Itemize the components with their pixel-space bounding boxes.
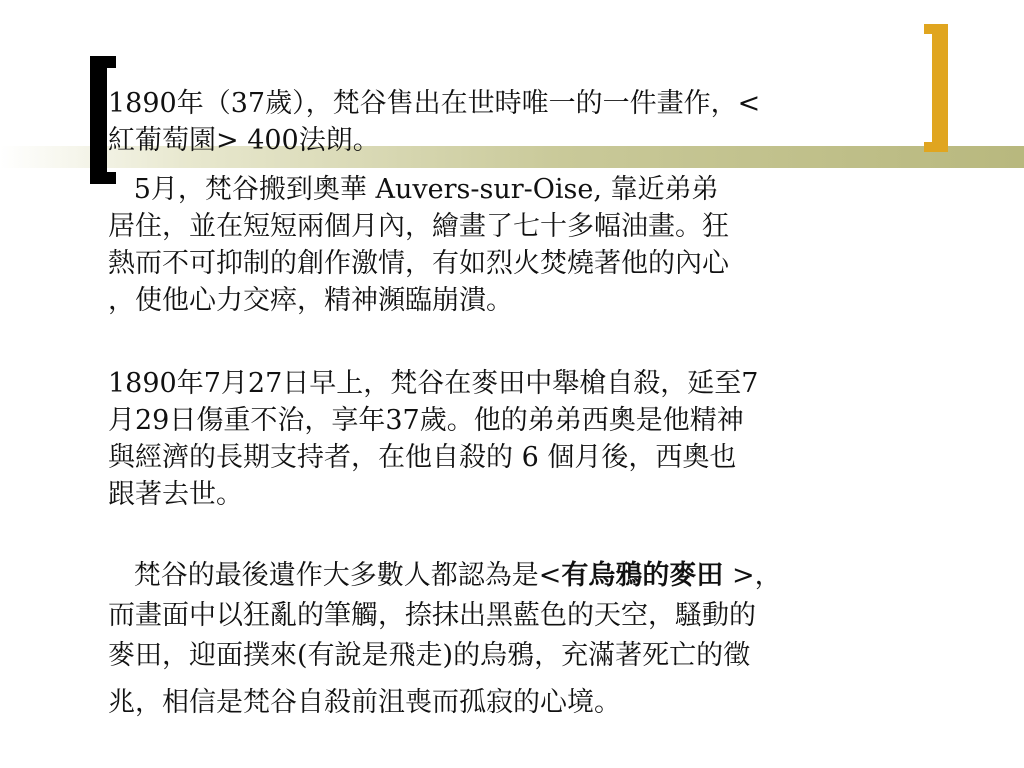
left-bracket-top bbox=[90, 56, 116, 68]
paragraph-4-line: 而畫面中以狂亂的筆觸，捺抹出黑藍色的天空，騷動的 bbox=[108, 600, 756, 631]
paragraph-3-line: 月29日傷重不治，享年37歲。他的弟弟西奧是他精神 bbox=[108, 405, 744, 436]
paragraph-1 bbox=[108, 85, 928, 159]
paragraph-1-line: 紅葡萄園> 400法朗。 bbox=[108, 125, 380, 156]
paragraph-4-last-line: 兆，相信是梵谷自殺前沮喪而孤寂的心境。 bbox=[108, 687, 621, 718]
right-bracket-top bbox=[924, 24, 948, 34]
paragraph-2-line: ，使他心力交瘁，精神瀕臨崩潰。 bbox=[108, 285, 513, 316]
paragraph-4-prefix: 梵谷的最後遺作大多數人都認為是< bbox=[108, 560, 562, 591]
paragraph-3-line: 與經濟的長期支持者，在他自殺的 6 個月後，西奧也 bbox=[108, 442, 737, 473]
paragraph-3-line: 跟著去世。 bbox=[108, 479, 243, 510]
painting-title: 有烏鴉的麥田 bbox=[561, 560, 724, 591]
paragraph-2 bbox=[108, 171, 928, 319]
paragraph-4 bbox=[108, 556, 928, 730]
paragraph-1-line: 1890年（37歲），梵谷售出在世時唯一的一件畫作，< bbox=[108, 88, 761, 119]
paragraph-2-line: 熱而不可抑制的創作激情，有如烈火焚燒著他的內心 bbox=[108, 248, 729, 279]
paragraph-2-line: 5月，梵谷搬到奧華 Auvers-sur-Oise, 靠近弟弟 bbox=[108, 174, 719, 205]
left-bracket-vertical bbox=[90, 56, 107, 184]
paragraph-3-line: 1890年7月27日早上，梵谷在麥田中舉槍自殺，延至7 bbox=[108, 368, 759, 399]
paragraph-2-line: 居住，並在短短兩個月內，繪畫了七十多幅油畫。狂 bbox=[108, 211, 729, 242]
paragraph-4-line: 麥田，迎面撲來(有說是飛走)的烏鴉，充滿著死亡的徵 bbox=[108, 640, 751, 671]
paragraph-3 bbox=[108, 365, 928, 513]
paragraph-4-suffix: >， bbox=[723, 560, 782, 591]
right-bracket-vertical bbox=[932, 24, 948, 152]
